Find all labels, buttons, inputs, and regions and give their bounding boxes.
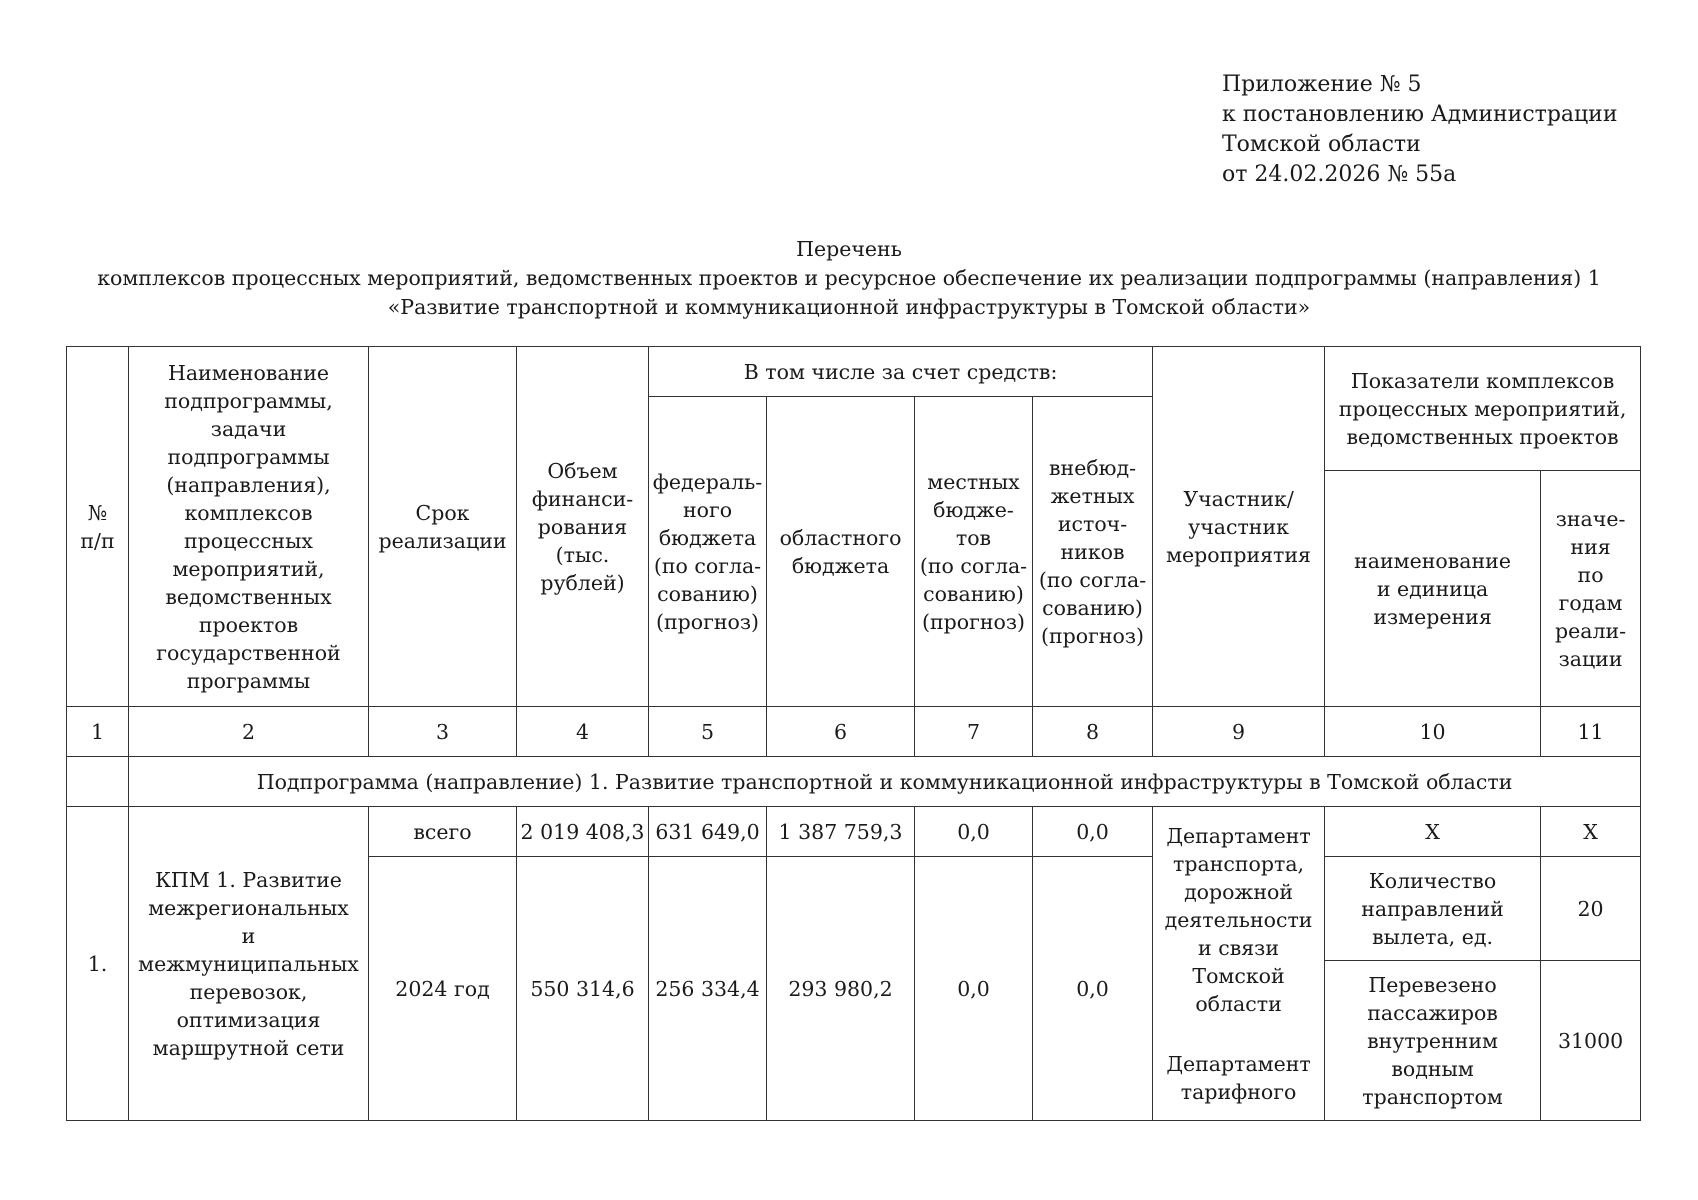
column-number: 3 bbox=[369, 707, 517, 757]
header-including: В том числе за счет средств: bbox=[649, 347, 1153, 397]
header-indicator-values: значе- ния по годам реали- зации bbox=[1541, 471, 1641, 707]
column-number-row bbox=[67, 707, 1641, 757]
column-number: 7 bbox=[915, 707, 1033, 757]
year-regional: 293 980,2 bbox=[767, 857, 915, 1121]
header-indicators: Показатели комплексов процессных мероприятий, ведомственных проектов bbox=[1325, 347, 1641, 471]
column-number: 6 bbox=[767, 707, 915, 757]
column-number: 9 bbox=[1153, 707, 1325, 757]
header-name: Наименование подпрограммы, задачи подпрограммы (направления), комплексов процессных мероприятий, ведомственных проектов государственной программы bbox=[129, 347, 369, 707]
total-volume: 2 019 408,3 bbox=[517, 807, 649, 857]
header-indicator-name: наименование и единица измерения bbox=[1325, 471, 1541, 707]
total-federal: 631 649,0 bbox=[649, 807, 767, 857]
total-row bbox=[67, 807, 1641, 857]
title-line: «Развитие транспортной и коммуникационной инфраструктуры в Томской области» bbox=[387, 295, 1311, 319]
resource-table bbox=[66, 346, 1641, 1121]
header-num: № п/п bbox=[67, 347, 129, 707]
year-extra: 0,0 bbox=[1033, 857, 1153, 1121]
header-extra: внебюд- жетных источ- ников (по согла- сованию) (прогноз) bbox=[1033, 397, 1153, 707]
column-number: 5 bbox=[649, 707, 767, 757]
column-number: 4 bbox=[517, 707, 649, 757]
header-volume: Объем финанси- рования (тыс. рублей) bbox=[517, 347, 649, 707]
indicator-value: 31000 bbox=[1541, 961, 1641, 1121]
total-indicator-name: Х bbox=[1325, 807, 1541, 857]
column-number: 8 bbox=[1033, 707, 1153, 757]
header-participant: Участник/ участник мероприятия bbox=[1153, 347, 1325, 707]
item-name: КПМ 1. Развитие межрегиональных и межмуниципальных перевозок, оптимизация маршрутной сети bbox=[129, 807, 369, 1121]
total-extra: 0,0 bbox=[1033, 807, 1153, 857]
title-line: комплексов процессных мероприятий, ведомственных проектов и ресурсное обеспечение их реализации подпрограммы (направления) 1 bbox=[97, 266, 1601, 290]
year-local: 0,0 bbox=[915, 857, 1033, 1121]
header-term: Срок реализации bbox=[369, 347, 517, 707]
header-regional: областного бюджета bbox=[767, 397, 915, 707]
title-line: Перечень bbox=[796, 237, 902, 261]
header-local: местных бюдже- тов (по согла- сованию) (прогноз) bbox=[915, 397, 1033, 707]
year-volume: 550 314,6 bbox=[517, 857, 649, 1121]
column-number: 1 bbox=[67, 707, 129, 757]
appendix-line: к постановлению Администрации bbox=[1222, 102, 1618, 127]
subprogram-title: Подпрограмма (направление) 1. Развитие транспортной и коммуникационной инфраструктуры в Томской области bbox=[129, 757, 1641, 807]
appendix-block bbox=[1222, 70, 1618, 190]
year-federal: 256 334,4 bbox=[649, 857, 767, 1121]
column-number: 10 bbox=[1325, 707, 1541, 757]
total-regional: 1 387 759,3 bbox=[767, 807, 915, 857]
appendix-line: Приложение № 5 bbox=[1222, 72, 1422, 97]
appendix-line: от 24.02.2026 № 55а bbox=[1222, 162, 1457, 187]
total-term: всего bbox=[369, 807, 517, 857]
indicator-name: Количество направлений вылета, ед. bbox=[1325, 857, 1541, 961]
subprogram-empty-cell bbox=[67, 757, 129, 807]
total-indicator-value: Х bbox=[1541, 807, 1641, 857]
subprogram-row bbox=[67, 757, 1641, 807]
item-participant: Департамент транспорта, дорожной деятельности и связи Томской области Департамент тарифного bbox=[1153, 807, 1325, 1121]
indicator-value: 20 bbox=[1541, 857, 1641, 961]
year-term: 2024 год bbox=[369, 857, 517, 1121]
indicator-name: Перевезено пассажиров внутренним водным транспортом bbox=[1325, 961, 1541, 1121]
header-federal: федераль- ного бюджета (по согла- сованию) (прогноз) bbox=[649, 397, 767, 707]
appendix-line: Томской области bbox=[1222, 132, 1421, 157]
total-local: 0,0 bbox=[915, 807, 1033, 857]
column-number: 2 bbox=[129, 707, 369, 757]
document-title bbox=[0, 235, 1698, 322]
column-number: 11 bbox=[1541, 707, 1641, 757]
item-number: 1. bbox=[67, 807, 129, 1121]
